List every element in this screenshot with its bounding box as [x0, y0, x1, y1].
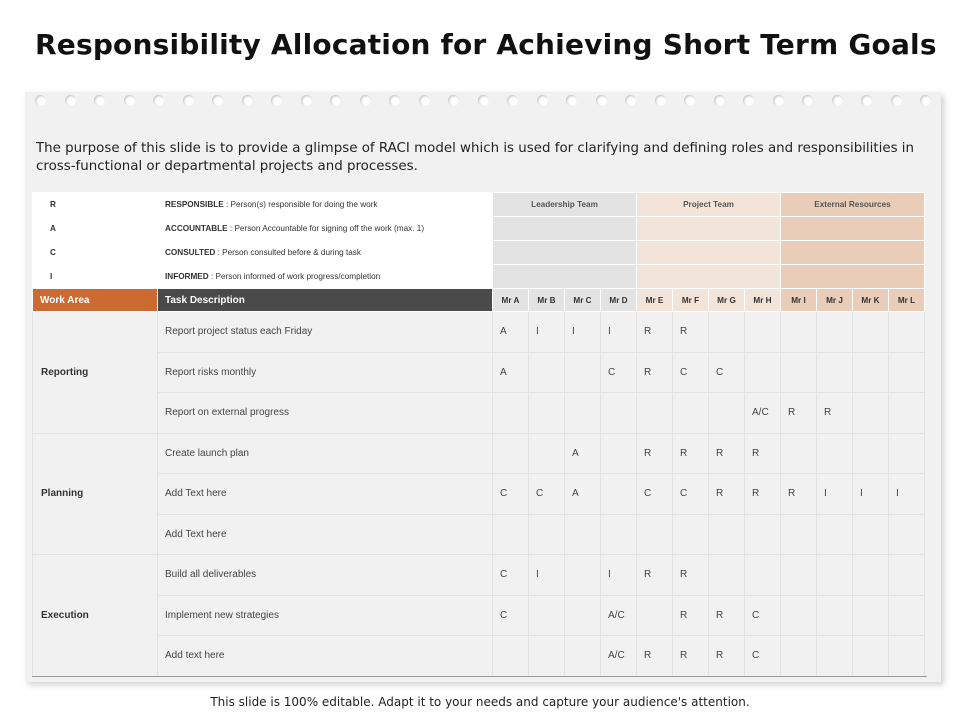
binder-hole: [65, 95, 76, 106]
task-description: Report project status each Friday: [158, 312, 493, 353]
raci-cell: [853, 595, 889, 636]
person-header: Mr H: [745, 289, 781, 312]
binder-hole: [153, 95, 164, 106]
raci-cell: C: [709, 352, 745, 393]
legend-row: [33, 217, 925, 241]
raci-cell: [637, 514, 673, 555]
raci-cell: [709, 555, 745, 596]
raci-cell: R: [637, 352, 673, 393]
raci-cell: C: [673, 474, 709, 515]
legend-key: C: [33, 241, 158, 265]
raci-cell: A: [565, 474, 601, 515]
task-description: Report on external progress: [158, 393, 493, 434]
legend-text: : Person informed of work progress/completion: [208, 272, 381, 281]
table-bottom-rule: [32, 676, 927, 677]
raci-cell: [889, 433, 925, 474]
raci-cell: R: [637, 433, 673, 474]
raci-cell: [673, 393, 709, 434]
raci-cell: [853, 514, 889, 555]
person-header: Mr C: [565, 289, 601, 312]
legend-row: [33, 193, 925, 217]
binder-hole: [507, 95, 518, 106]
raci-cell: [493, 393, 529, 434]
binder-hole: [360, 95, 371, 106]
raci-cell: [637, 595, 673, 636]
raci-cell: C: [529, 474, 565, 515]
raci-cell: R: [745, 474, 781, 515]
group-fill: [781, 265, 925, 289]
binder-hole: [714, 95, 725, 106]
person-header: Mr B: [529, 289, 565, 312]
group-project-header: Project Team: [637, 193, 781, 217]
raci-cell: [601, 514, 637, 555]
person-header: Mr E: [637, 289, 673, 312]
group-fill: [637, 241, 781, 265]
legend-row: [33, 241, 925, 265]
legend-description: [158, 265, 493, 289]
raci-cell: C: [673, 352, 709, 393]
person-header: Mr K: [853, 289, 889, 312]
raci-cell: [745, 352, 781, 393]
raci-cell: R: [673, 636, 709, 677]
task-description: Report risks monthly: [158, 352, 493, 393]
raci-cell: [601, 433, 637, 474]
person-header: Mr D: [601, 289, 637, 312]
legend-description: [158, 217, 493, 241]
raci-cell: R: [673, 433, 709, 474]
raci-cell: [493, 433, 529, 474]
raci-cell: A/C: [745, 393, 781, 434]
raci-cell: [709, 393, 745, 434]
raci-cell: R: [709, 595, 745, 636]
binder-hole: [861, 95, 872, 106]
raci-cell: R: [673, 555, 709, 596]
table-row: [33, 636, 925, 677]
raci-cell: C: [745, 636, 781, 677]
page-title: Responsibility Allocation for Achieving Short Term Goals: [35, 28, 937, 61]
binder-hole: [124, 95, 135, 106]
binder-hole: [684, 95, 695, 106]
raci-cell: C: [601, 352, 637, 393]
raci-cell: I: [889, 474, 925, 515]
table-row: [33, 514, 925, 555]
binder-hole: [389, 95, 400, 106]
legend-text: : Person consulted before & during task: [215, 248, 361, 257]
raci-cell: [817, 433, 853, 474]
raci-cell: [565, 555, 601, 596]
group-fill: [781, 241, 925, 265]
legend-key: A: [33, 217, 158, 241]
work-area-execution: Execution: [33, 555, 158, 677]
person-header: Mr F: [673, 289, 709, 312]
raci-cell: [817, 352, 853, 393]
raci-cell: [565, 393, 601, 434]
task-description: Build all deliverables: [158, 555, 493, 596]
raci-cell: [529, 433, 565, 474]
raci-cell: [565, 352, 601, 393]
raci-cell: I: [529, 312, 565, 353]
raci-cell: R: [709, 474, 745, 515]
raci-cell: [493, 514, 529, 555]
table-row: [33, 433, 925, 474]
raci-cell: [673, 514, 709, 555]
group-fill: [781, 217, 925, 241]
raci-cell: [853, 312, 889, 353]
raci-cell: [781, 595, 817, 636]
raci-cell: [853, 636, 889, 677]
binder-hole: [212, 95, 223, 106]
task-description: Add Text here: [158, 514, 493, 555]
legend-row: [33, 265, 925, 289]
raci-cell: [853, 433, 889, 474]
binder-hole: [478, 95, 489, 106]
raci-cell: [889, 352, 925, 393]
raci-cell: [781, 312, 817, 353]
binder-hole: [832, 95, 843, 106]
legend-term: RESPONSIBLE: [165, 200, 224, 209]
binder-hole: [773, 95, 784, 106]
raci-cell: R: [709, 433, 745, 474]
binder-holes: [35, 95, 931, 109]
raci-cell: I: [601, 312, 637, 353]
table-row: [33, 312, 925, 353]
raci-cell: [565, 514, 601, 555]
notepad-panel: [25, 92, 941, 682]
raci-cell: [817, 514, 853, 555]
binder-hole: [920, 95, 931, 106]
raci-cell: [781, 352, 817, 393]
raci-cell: [529, 514, 565, 555]
raci-cell: R: [637, 636, 673, 677]
task-description: Implement new strategies: [158, 595, 493, 636]
raci-cell: I: [817, 474, 853, 515]
table-row: [33, 393, 925, 434]
raci-cell: C: [637, 474, 673, 515]
raci-cell: C: [493, 595, 529, 636]
binder-hole: [596, 95, 607, 106]
legend-description: [158, 241, 493, 265]
binder-hole: [448, 95, 459, 106]
table-row: [33, 595, 925, 636]
binder-hole: [94, 95, 105, 106]
legend-key: I: [33, 265, 158, 289]
raci-cell: R: [817, 393, 853, 434]
raci-cell: I: [853, 474, 889, 515]
raci-cell: [745, 514, 781, 555]
raci-cell: [817, 312, 853, 353]
raci-cell: A: [493, 352, 529, 393]
raci-cell: [853, 555, 889, 596]
raci-cell: [817, 636, 853, 677]
raci-cell: [529, 595, 565, 636]
raci-cell: R: [781, 474, 817, 515]
raci-cell: R: [673, 595, 709, 636]
legend-description: [158, 193, 493, 217]
raci-cell: [637, 393, 673, 434]
person-header: Mr L: [889, 289, 925, 312]
table-header-row: [33, 289, 925, 312]
raci-cell: [853, 393, 889, 434]
purpose-text: The purpose of this slide is to provide a glimpse of RACI model which is used for clarifying and defining roles and responsibilities in cross-functional or departmental projects and processes.: [36, 141, 915, 174]
raci-cell: [817, 595, 853, 636]
raci-cell: [601, 474, 637, 515]
legend-text: : Person Accountable for signing off the work (max. 1): [227, 224, 425, 233]
raci-cell: [889, 393, 925, 434]
raci-cell: [745, 555, 781, 596]
group-fill: [493, 241, 637, 265]
legend-text: : Person(s) responsible for doing the work: [223, 200, 378, 209]
raci-cell: [709, 312, 745, 353]
legend-term: CONSULTED: [165, 248, 216, 257]
raci-cell: I: [565, 312, 601, 353]
raci-cell: [565, 595, 601, 636]
raci-cell: [781, 555, 817, 596]
raci-cell: [565, 636, 601, 677]
table-row: [33, 474, 925, 515]
binder-hole: [330, 95, 341, 106]
raci-cell: [889, 555, 925, 596]
binder-hole: [655, 95, 666, 106]
raci-cell: [601, 393, 637, 434]
raci-cell: [529, 636, 565, 677]
raci-cell: [781, 636, 817, 677]
work-area-planning: Planning: [33, 433, 158, 555]
binder-hole: [743, 95, 754, 106]
person-header: Mr G: [709, 289, 745, 312]
legend-term: ACCOUNTABLE: [165, 224, 228, 233]
work-area-reporting: Reporting: [33, 312, 158, 434]
raci-cell: A: [565, 433, 601, 474]
legend-key: R: [33, 193, 158, 217]
person-header: Mr I: [781, 289, 817, 312]
person-header: Mr A: [493, 289, 529, 312]
raci-cell: I: [529, 555, 565, 596]
table-row: [33, 555, 925, 596]
binder-hole: [891, 95, 902, 106]
work-area-header: Work Area: [33, 289, 158, 312]
raci-cell: [781, 433, 817, 474]
raci-cell: I: [601, 555, 637, 596]
raci-table: [32, 192, 925, 677]
task-description: Add text here: [158, 636, 493, 677]
raci-cell: R: [637, 312, 673, 353]
raci-cell: [493, 636, 529, 677]
raci-cell: A: [493, 312, 529, 353]
binder-hole: [183, 95, 194, 106]
binder-hole: [242, 95, 253, 106]
raci-cell: [529, 352, 565, 393]
binder-hole: [35, 95, 46, 106]
raci-cell: A/C: [601, 595, 637, 636]
raci-cell: C: [745, 595, 781, 636]
binder-hole: [301, 95, 312, 106]
raci-cell: C: [493, 474, 529, 515]
legend-term: INFORMED: [165, 272, 209, 281]
binder-hole: [625, 95, 636, 106]
task-description: Add Text here: [158, 474, 493, 515]
raci-cell: [889, 636, 925, 677]
binder-hole: [271, 95, 282, 106]
raci-cell: [745, 312, 781, 353]
group-fill: [493, 217, 637, 241]
task-description-header: Task Description: [158, 289, 493, 312]
group-external-header: External Resources: [781, 193, 925, 217]
group-leadership-header: Leadership Team: [493, 193, 637, 217]
raci-cell: R: [709, 636, 745, 677]
raci-cell: R: [637, 555, 673, 596]
raci-cell: [709, 514, 745, 555]
binder-hole: [566, 95, 577, 106]
binder-hole: [537, 95, 548, 106]
binder-hole: [802, 95, 813, 106]
raci-cell: [529, 393, 565, 434]
raci-cell: A/C: [601, 636, 637, 677]
raci-cell: [889, 312, 925, 353]
group-fill: [637, 217, 781, 241]
raci-cell: [853, 352, 889, 393]
group-fill: [637, 265, 781, 289]
person-header: Mr J: [817, 289, 853, 312]
raci-cell: R: [781, 393, 817, 434]
footer-note: This slide is 100% editable. Adapt it to your needs and capture your audience's attention.: [210, 695, 750, 709]
binder-hole: [419, 95, 430, 106]
group-fill: [493, 265, 637, 289]
raci-cell: R: [673, 312, 709, 353]
raci-cell: [889, 514, 925, 555]
task-description: Create launch plan: [158, 433, 493, 474]
raci-cell: C: [493, 555, 529, 596]
raci-cell: R: [745, 433, 781, 474]
table-row: [33, 352, 925, 393]
raci-cell: [889, 595, 925, 636]
raci-cell: [817, 555, 853, 596]
raci-cell: [781, 514, 817, 555]
